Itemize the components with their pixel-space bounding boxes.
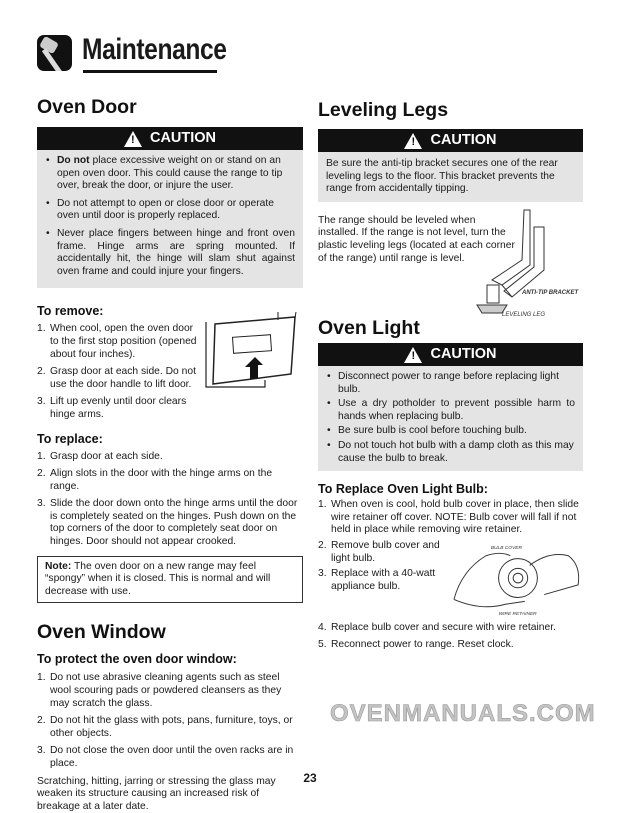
window-step: 3. Do not close the oven door until the oven racks are in place.: [37, 745, 294, 769]
warning-icon: !: [404, 133, 422, 149]
caution-label: CAUTION: [430, 132, 497, 149]
oven-light-caution: [318, 343, 583, 471]
replace-bulb-heading: To Replace Oven Light Bulb:: [318, 482, 488, 497]
leveling-legs-heading: Leveling Legs: [318, 99, 449, 121]
window-paragraph: Scratching, hitting, jarring or stressing the glass may weaken its structure causing an increased risk of breakage at a later date.: [37, 775, 276, 812]
warning-icon: !: [404, 347, 422, 363]
window-step: 2. Do not hit the glass with pots, pans, furniture, toys, or other objects.: [37, 715, 293, 739]
oven-door-illustration: [203, 312, 300, 390]
replace-step: 2. Align slots in the door with the hinge arms on the range.: [37, 468, 273, 492]
maintenance-icon: [37, 35, 72, 71]
warning-icon: !: [124, 131, 142, 147]
caution-item: • Do not place excessive weight on or stand on an open oven door. This could cause the range to tip over, break the door, or injure the user.: [45, 155, 295, 193]
to-remove-heading: To remove:: [37, 304, 104, 319]
caution-item: • Use a dry potholder to prevent possible harm to hands when replacing bulb.: [326, 398, 575, 423]
caution-item: • Do not attempt to open or close door or operate oven until door is properly replaced.: [45, 198, 295, 223]
bulb-step: 4. Replace bulb cover and secure with wire retainer.: [318, 621, 556, 633]
bulb-cover-label: BULB COVER: [490, 545, 523, 551]
remove-step: 2. Grasp door at each side. Do not use the door handle to lift door.: [37, 366, 196, 390]
bracket-label: ANTI-TIP BRACKET: [522, 290, 579, 296]
caution-item: • Be sure bulb is cool before touching bulb.: [326, 425, 575, 438]
bulb-step: 2. Remove bulb cover and light bulb.: [318, 539, 440, 564]
oven-window-heading: Oven Window: [37, 621, 166, 644]
oven-light-heading: Oven Light: [318, 317, 420, 339]
leveling-caution: [318, 129, 583, 202]
caution-item: • Disconnect power to range before replacing light bulb.: [326, 371, 575, 396]
title-underline: [83, 70, 217, 73]
page-number: 23: [303, 771, 317, 785]
window-step: 1. Do not use abrasive cleaning agents such as steel wool scouring pads or powdered cleansers as they may scratch the glass.: [37, 672, 282, 709]
leg-label: LEVELING LEG: [502, 312, 546, 318]
caution-item: • Do not touch hot bulb with a damp cloth as this may cause the bulb to break.: [326, 440, 575, 465]
caution-item: • Never place fingers between hinge and front oven frame. Hinge arms are spring mounted. If accidentally hit, the hinge will slam shut against oven frame and could injure your fingers.: [45, 228, 295, 278]
bulb-step: 5. Reconnect power to range. Reset clock.: [318, 638, 514, 650]
anti-tip-bracket-illustration: [462, 205, 587, 320]
note-box: Note: The oven door on a new range may feel “spongy” when it is closed. This is normal and will decrease with use.: [37, 556, 303, 604]
caution-label: CAUTION: [430, 346, 497, 363]
leveling-paragraph: The range should be leveled when installed. If the range is not level, turn the plastic leveling legs (located at each corner of the range) until range is level.: [318, 214, 515, 264]
replace-step: 1. Grasp door at each side.: [37, 450, 163, 462]
bulb-replacement-illustration: [452, 540, 583, 620]
remove-step: 3. Lift up evenly until door clears hinge arms.: [37, 396, 187, 420]
caution-label: CAUTION: [149, 130, 217, 147]
wire-retainer-label: WIRE RETAINER: [498, 611, 537, 617]
bulb-step: 1. When oven is cool, hold bulb cover in place, then slide wire retainer off cover. NOTE: Bulb cover will fall if not held in place while removing wire retainer.: [318, 499, 579, 536]
page-title: Maintenance: [82, 33, 227, 66]
to-replace-heading: To replace:: [37, 431, 103, 446]
replace-step: 3. Slide the door down onto the hinge arms until the door is completely seated on the hinges. Push down on the top corners of the door to completely seat door on hinges. Door should not appear crooked.: [37, 498, 298, 548]
bulb-step: 3. Replace with a 40-watt appliance bulb.: [318, 568, 436, 592]
protect-window-heading: To protect the oven door window:: [37, 652, 237, 667]
caution-text: Be sure the anti-tip bracket secures one of the rear leveling legs to the floor. This bracket prevents the range from accidentally tipping.: [318, 152, 583, 202]
oven-door-heading: Oven Door: [37, 96, 137, 118]
oven-door-caution: [37, 127, 303, 288]
remove-step: 1. When cool, open the oven door to the first stop position (opened about four inches).: [37, 323, 197, 360]
watermark: OVENMANUALS.COM: [330, 700, 596, 727]
